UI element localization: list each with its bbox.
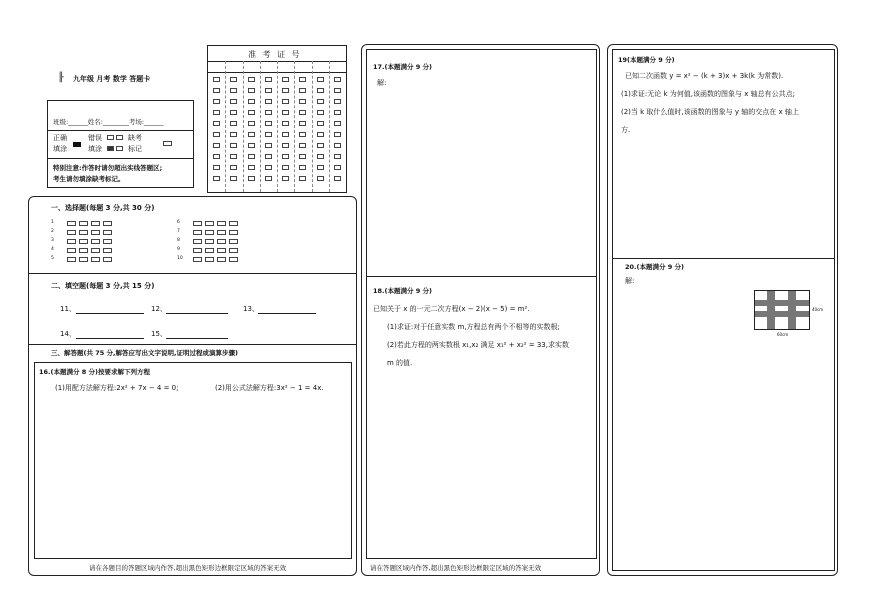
section1-title: 一、选择题(每题 3 分,共 30 分) xyxy=(51,204,155,212)
exam-id-bubble[interactable] xyxy=(248,99,255,104)
mcq-option-bubble[interactable] xyxy=(79,221,88,226)
exam-id-bubble[interactable] xyxy=(265,176,272,181)
card-title: 九年级 月考 数学 答题卡 xyxy=(73,75,151,83)
exam-id-bubble[interactable] xyxy=(248,132,255,137)
exam-id-title: 准 考 证 号 xyxy=(248,50,302,59)
mcq-option-bubble[interactable] xyxy=(193,221,202,226)
q15-answer-line[interactable] xyxy=(166,338,228,339)
student-info-box xyxy=(47,100,194,188)
mcq-option-bubble[interactable] xyxy=(103,257,112,262)
exam-id-bubble[interactable] xyxy=(282,77,289,82)
exam-id-bubble[interactable] xyxy=(334,121,341,126)
exam-id-bubble[interactable] xyxy=(334,77,341,82)
mcq-option-bubble[interactable] xyxy=(193,239,202,244)
exam-id-bubble[interactable] xyxy=(317,121,324,126)
exam-id-bubble[interactable] xyxy=(299,99,306,104)
mcq-number: 1 xyxy=(51,220,54,225)
q19-q20-box xyxy=(612,49,835,571)
exam-id-bubble[interactable] xyxy=(248,88,255,93)
fill-correct-label: 正确 xyxy=(53,134,67,142)
mcq-option-bubble[interactable] xyxy=(67,257,76,262)
exam-id-bubble[interactable] xyxy=(230,88,237,93)
exam-id-bubble[interactable] xyxy=(282,154,289,159)
q19-line1: 已知二次函数 y = x² − (k + 3)x + 3k(k 为常数). xyxy=(625,72,784,80)
exam-id-bubble[interactable] xyxy=(299,77,306,82)
exam-id-bubble[interactable] xyxy=(213,176,220,181)
mcq-option-bubble[interactable] xyxy=(229,221,238,226)
exam-id-bubble[interactable] xyxy=(230,77,237,82)
exam-id-bubble[interactable] xyxy=(213,121,220,126)
absent-label-2: 标记 xyxy=(128,145,142,153)
fill-correct-label-2: 填涂 xyxy=(53,145,67,153)
exam-id-bubble[interactable] xyxy=(317,99,324,104)
q12-label: 12、 xyxy=(151,305,167,313)
mcq-option-bubble[interactable] xyxy=(79,257,88,262)
mcq-option-bubble[interactable] xyxy=(229,230,238,235)
mcq-option-bubble[interactable] xyxy=(205,248,214,253)
mcq-number: 4 xyxy=(51,247,54,252)
mcq-option-bubble[interactable] xyxy=(217,221,226,226)
mcq-number: 5 xyxy=(51,256,54,261)
mcq-option-bubble[interactable] xyxy=(229,257,238,262)
exam-id-bubble[interactable] xyxy=(334,99,341,104)
exam-id-bubble[interactable] xyxy=(317,88,324,93)
q14-label: 14、 xyxy=(60,330,76,338)
mcq-option-bubble[interactable] xyxy=(205,257,214,262)
figure-dim-bottom: 60cm xyxy=(777,332,789,337)
mcq-number: 3 xyxy=(51,238,54,243)
mcq-option-bubble[interactable] xyxy=(79,230,88,235)
mcq-number: 10 xyxy=(177,256,183,261)
figure-horizontal-road-2 xyxy=(755,311,809,317)
exam-id-bubble[interactable] xyxy=(265,143,272,148)
mcq-option-bubble[interactable] xyxy=(229,248,238,253)
exam-id-box xyxy=(207,45,347,193)
correct-fill-sample xyxy=(73,142,81,147)
q11-answer-line[interactable] xyxy=(76,313,144,314)
exam-id-bubble[interactable] xyxy=(334,88,341,93)
mcq-number: 6 xyxy=(177,220,180,225)
q13-label: 13、 xyxy=(243,305,259,313)
exam-id-bubble[interactable] xyxy=(334,110,341,115)
q16-box xyxy=(34,362,352,559)
figure-vertical-road-1 xyxy=(767,291,775,329)
answer-area-col3 xyxy=(607,44,838,576)
exam-id-bubble[interactable] xyxy=(213,88,220,93)
exam-id-bubble[interactable] xyxy=(230,132,237,137)
q16-title: 16.(本题满分 8 分)按要求解下列方程 xyxy=(39,368,151,376)
q15-label: 15、 xyxy=(151,330,167,338)
figure-horizontal-road-1 xyxy=(755,300,809,306)
exam-id-bubble[interactable] xyxy=(265,132,272,137)
figure-dim-right: 40cm xyxy=(812,307,824,312)
mcq-option-bubble[interactable] xyxy=(217,248,226,253)
fill-wrong-label-2: 填涂 xyxy=(88,145,102,153)
exam-id-bubble[interactable] xyxy=(265,154,272,159)
exam-id-bubble[interactable] xyxy=(299,165,306,170)
q19-line3: (2)当 k 取什么值时,该函数的图象与 y 轴的交点在 x 轴上 xyxy=(621,108,799,116)
info-line: 班级:______姓名:________考场:______ xyxy=(53,118,164,126)
exam-id-bubble[interactable] xyxy=(265,99,272,104)
exam-id-bubble[interactable] xyxy=(248,154,255,159)
q18-line2: (1)求证:对于任意实数 m,方程总有两个不相等的实数根; xyxy=(387,323,560,331)
mcq-option-bubble[interactable] xyxy=(91,230,100,235)
exam-id-bubble[interactable] xyxy=(317,165,324,170)
mcq-option-bubble[interactable] xyxy=(67,221,76,226)
wrong-fill-sample-1 xyxy=(107,135,114,140)
q19-line4: 方. xyxy=(621,126,631,134)
exam-id-bubble[interactable] xyxy=(299,88,306,93)
exam-id-bubble[interactable] xyxy=(317,154,324,159)
answer-area-col2 xyxy=(361,44,600,576)
q20-title: 20.(本题满分 9 分) xyxy=(625,263,685,271)
absent-checkbox[interactable] xyxy=(163,141,172,146)
q11-label: 11、 xyxy=(60,305,76,313)
exam-id-bubble[interactable] xyxy=(265,77,272,82)
q17-solve: 解: xyxy=(377,79,387,87)
exam-id-bubble[interactable] xyxy=(282,132,289,137)
exam-id-bubble[interactable] xyxy=(213,165,220,170)
exam-id-bubble[interactable] xyxy=(213,154,220,159)
exam-id-bubble[interactable] xyxy=(317,176,324,181)
absent-label: 缺考 xyxy=(128,134,142,142)
mcq-option-bubble[interactable] xyxy=(193,257,202,262)
exam-id-bubble[interactable] xyxy=(282,143,289,148)
q20-solve: 解: xyxy=(625,277,635,285)
mcq-number: 7 xyxy=(177,229,180,234)
q14-answer-line[interactable] xyxy=(76,338,144,339)
mcq-option-bubble[interactable] xyxy=(103,221,112,226)
exam-id-bubble[interactable] xyxy=(248,110,255,115)
q20-figure xyxy=(754,290,810,330)
exam-id-bubble[interactable] xyxy=(317,110,324,115)
exam-id-bubble[interactable] xyxy=(265,165,272,170)
exam-id-bubble[interactable] xyxy=(317,132,324,137)
mcq-option-bubble[interactable] xyxy=(205,221,214,226)
wrong-fill-sample-3 xyxy=(107,146,114,151)
mcq-option-bubble[interactable] xyxy=(103,230,112,235)
exam-id-bubble[interactable] xyxy=(334,132,341,137)
exam-id-bubble[interactable] xyxy=(299,143,306,148)
exam-id-bubble[interactable] xyxy=(248,176,255,181)
figure-vertical-road-2 xyxy=(788,291,796,329)
exam-id-bubble[interactable] xyxy=(282,165,289,170)
fill-wrong-label: 错误 xyxy=(88,134,102,142)
exam-id-bubble[interactable] xyxy=(282,121,289,126)
section3-title: 三、解答题(共 75 分,解答应写出文字说明,证明过程或演算步骤) xyxy=(51,349,238,357)
mcq-option-bubble[interactable] xyxy=(67,230,76,235)
mcq-option-bubble[interactable] xyxy=(103,248,112,253)
exam-id-bubble[interactable] xyxy=(213,77,220,82)
mcq-number: 8 xyxy=(177,238,180,243)
mcq-option-bubble[interactable] xyxy=(229,239,238,244)
exam-id-bubble[interactable] xyxy=(282,176,289,181)
exam-id-bubble[interactable] xyxy=(213,143,220,148)
q19-title: 19(本题满分 9 分) xyxy=(618,56,675,64)
wrong-fill-sample-2 xyxy=(116,135,123,140)
exam-id-bubble[interactable] xyxy=(248,77,255,82)
exam-id-bubble[interactable] xyxy=(230,165,237,170)
exam-id-bubble[interactable] xyxy=(334,154,341,159)
mcq-option-bubble[interactable] xyxy=(205,239,214,244)
exam-id-bubble[interactable] xyxy=(317,77,324,82)
q16-part2: (2)用公式法解方程:3x² − 1 = 4x. xyxy=(215,384,324,392)
exam-id-bubble[interactable] xyxy=(213,99,220,104)
answer-area-col1 xyxy=(28,196,357,576)
mcq-option-bubble[interactable] xyxy=(79,239,88,244)
mcq-number: 9 xyxy=(177,247,180,252)
q18-title: 18.(本题满分 9 分) xyxy=(373,287,433,295)
exam-id-bubble[interactable] xyxy=(230,121,237,126)
notice-line-2: 考生请勿填涂缺考标记。 xyxy=(53,175,125,183)
exam-id-bubble[interactable] xyxy=(299,176,306,181)
notice-line-1: 特别注意:作答时请勿超出实线答题区; xyxy=(53,164,163,172)
q16-part1: (1)用配方法解方程:2x² + 7x − 4 = 0; xyxy=(55,384,179,392)
exam-id-bubble[interactable] xyxy=(248,165,255,170)
exam-id-bubble[interactable] xyxy=(230,99,237,104)
exam-id-bubble[interactable] xyxy=(230,154,237,159)
q13-answer-line[interactable] xyxy=(258,313,316,314)
q19-line2: (1)求证:无论 k 为何值,该函数的图象与 x 轴总有公共点; xyxy=(621,90,795,98)
mcq-option-bubble[interactable] xyxy=(91,257,100,262)
wrong-fill-sample-4 xyxy=(116,146,123,151)
mcq-option-bubble[interactable] xyxy=(67,239,76,244)
exam-id-bubble[interactable] xyxy=(334,176,341,181)
mcq-option-bubble[interactable] xyxy=(193,230,202,235)
q17-title: 17.(本题满分 9 分) xyxy=(373,63,433,71)
section2-title: 二、填空题(每题 3 分,共 15 分) xyxy=(51,282,155,290)
q18-line1: 已知关于 x 的一元二次方程(x − 2)(x − 5) = m². xyxy=(373,305,530,313)
exam-id-bubble[interactable] xyxy=(248,143,255,148)
exam-id-bubble[interactable] xyxy=(265,88,272,93)
mcq-option-bubble[interactable] xyxy=(217,257,226,262)
exam-id-bubble[interactable] xyxy=(265,121,272,126)
mcq-option-bubble[interactable] xyxy=(67,248,76,253)
footer-col2: 请在答题区域内作答,超出黑色矩形边框限定区域的答案无效 xyxy=(370,564,542,572)
exam-id-bubble[interactable] xyxy=(248,121,255,126)
exam-id-bubble[interactable] xyxy=(230,176,237,181)
exam-id-bubble[interactable] xyxy=(334,143,341,148)
mcq-option-bubble[interactable] xyxy=(91,239,100,244)
exam-id-bubble[interactable] xyxy=(334,165,341,170)
q17-q18-box xyxy=(366,49,597,559)
binding-mark: ╟ xyxy=(58,73,64,83)
q18-line3: (2)若此方程的两实数根 x₁,x₂ 满足 x₁² + x₂² = 33,求实数 xyxy=(387,341,569,349)
exam-id-bubble[interactable] xyxy=(299,154,306,159)
q12-answer-line[interactable] xyxy=(166,313,228,314)
q18-line4: m 的值. xyxy=(387,359,413,367)
exam-id-bubble[interactable] xyxy=(317,143,324,148)
exam-id-bubble[interactable] xyxy=(265,110,272,115)
exam-id-bubble[interactable] xyxy=(299,110,306,115)
mcq-option-bubble[interactable] xyxy=(217,239,226,244)
mcq-option-bubble[interactable] xyxy=(193,248,202,253)
exam-id-bubble[interactable] xyxy=(282,99,289,104)
exam-id-bubble[interactable] xyxy=(213,110,220,115)
mcq-option-bubble[interactable] xyxy=(103,239,112,244)
mcq-option-bubble[interactable] xyxy=(217,230,226,235)
exam-id-bubble[interactable] xyxy=(282,110,289,115)
mcq-option-bubble[interactable] xyxy=(91,221,100,226)
exam-id-bubble[interactable] xyxy=(282,88,289,93)
exam-id-bubble[interactable] xyxy=(299,121,306,126)
mcq-number: 2 xyxy=(51,229,54,234)
mcq-option-bubble[interactable] xyxy=(91,248,100,253)
footer-col1: 请在各题目的答题区域内作答,超出黑色矩形边框限定区域的答案无效 xyxy=(89,564,287,572)
mcq-option-bubble[interactable] xyxy=(79,248,88,253)
exam-id-bubble[interactable] xyxy=(230,110,237,115)
exam-id-bubble[interactable] xyxy=(230,143,237,148)
mcq-option-bubble[interactable] xyxy=(205,230,214,235)
exam-id-bubble[interactable] xyxy=(299,132,306,137)
exam-id-bubble[interactable] xyxy=(213,132,220,137)
